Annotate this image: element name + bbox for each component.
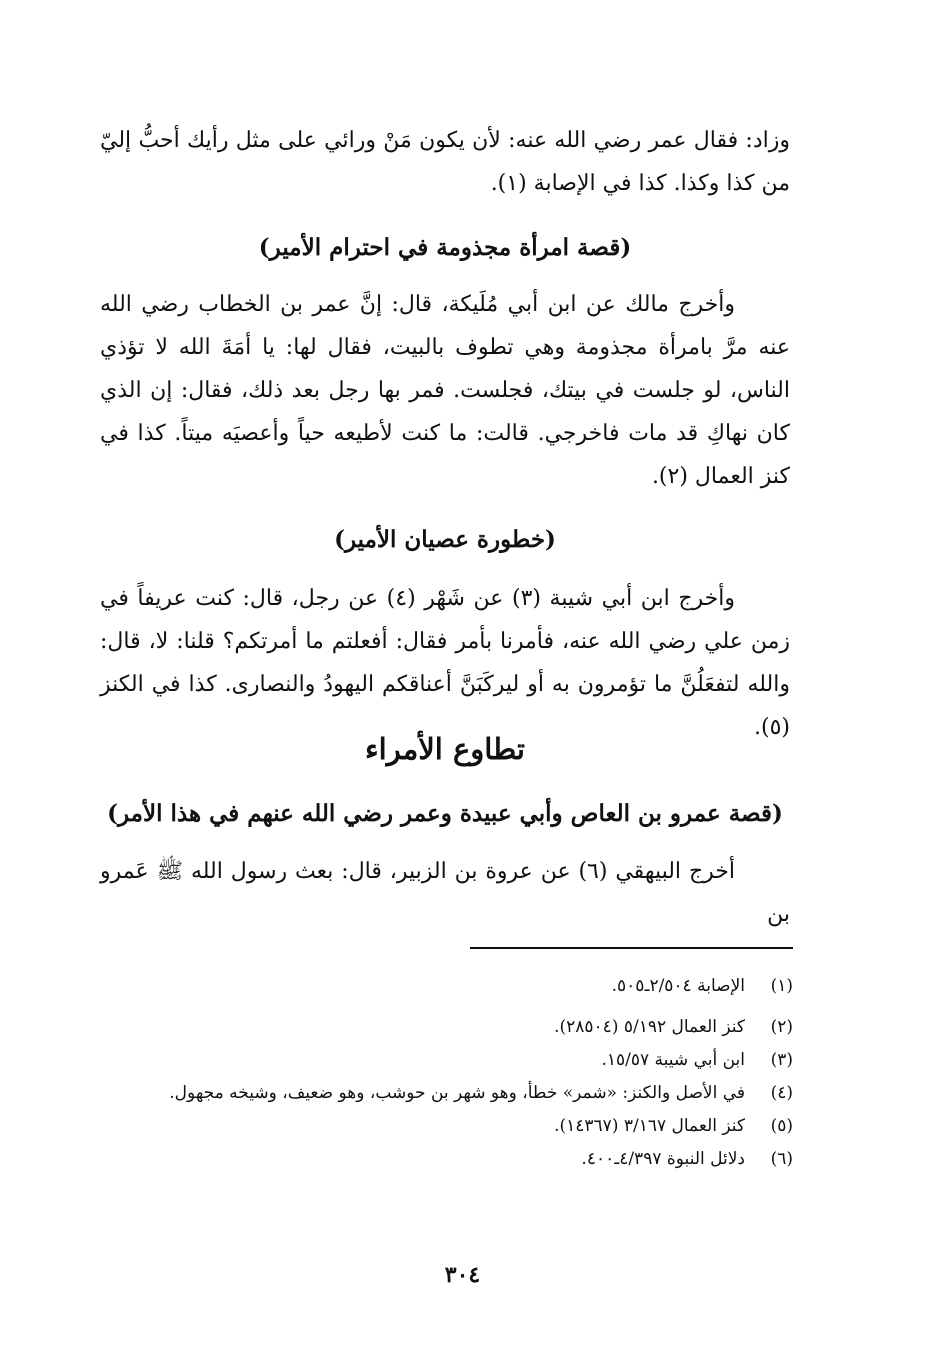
footnote-6 <box>98 1145 793 1174</box>
footnote-3 <box>98 1046 793 1075</box>
footnote-divider <box>470 947 793 949</box>
footnote-number: (١) <box>770 976 793 996</box>
footnote-5 <box>98 1112 793 1141</box>
footnotes <box>98 972 793 1178</box>
footnote-number: (٥) <box>770 1116 793 1136</box>
footnote-text: كنز العمال ٥/١٩٢ (٢٨٥٠٤). <box>554 1017 745 1037</box>
paragraph-4: أخرج البيهقي (٦) عن عروة بن الزبير، قال: بعث رسول الله ﷺ عَمرو بن <box>100 859 790 927</box>
section-heading-disobeying-amir: (خطورة عصيان الأمير) <box>334 526 556 553</box>
footnote-number: (٣) <box>770 1050 793 1070</box>
footnote-2 <box>98 1013 793 1042</box>
section-heading-amr-abu-ubaida: (قصة عمرو بن العاص وأبي عبيدة وعمر رضي الله عنهم في هذا الأمر) <box>107 800 783 827</box>
footnote-4 <box>98 1079 793 1108</box>
page-number: ٣٠٤ <box>444 1262 481 1288</box>
footnote-1 <box>98 972 793 1001</box>
paragraph-1: وزاد: فقال عمر رضي الله عنه: لأن يكون مَنْ ورائي على مثل رأيك أحبُّ إليّ من كذا وكذا. كذا في الإصابة (١). <box>100 128 790 196</box>
section-heading-leper-woman: (قصة امرأة مجذومة في احترام الأمير) <box>258 234 632 261</box>
footnote-text: كنز العمال ٣/١٦٧ (١٤٣٦٧). <box>554 1116 745 1136</box>
chapter-title: تطاوع الأمراء <box>365 732 525 766</box>
paragraph-3: وأخرج ابن أبي شيبة (٣) عن شَهْر (٤) عن رجل، قال: كنت عريفاً في زمن علي رضي الله عنه، فأمرنا بأمر فقال: أفعلتم ما أمرتكم؟ قلنا: لا، قال: والله لتفعَلُنَّ ما تؤمرون به أو ليركَبَنَّ أعناقكم اليهودُ والنصارى. كذا في الكنز (٥). <box>100 586 790 740</box>
footnote-number: (٢) <box>770 1017 793 1037</box>
footnote-number: (٦) <box>770 1149 793 1169</box>
paragraph-2: وأخرج مالك عن ابن أبي مُلَيكة، قال: إنَّ عمر بن الخطاب رضي الله عنه مرَّ بامرأة مجذومة وهي تطوف بالبيت، فقال لها: يا أمَةَ الله لا تؤذي الناس، لو جلست في بيتك، فجلست. فمر بها رجل بعد ذلك، فقال: إن الذي كان نهاكِ قد مات فاخرجي. قالت: ما كنت لأطيعه حياً وأعصيَه ميتاً. كذا في كنز العمال (٢). <box>100 292 790 489</box>
footnote-text: الإصابة ٢/٥٠٤ـ٥٠٥. <box>611 976 745 996</box>
footnote-number: (٤) <box>770 1083 793 1103</box>
footnote-text: ابن أبي شيبة ١٥/٥٧. <box>601 1050 745 1070</box>
footnote-text: دلائل النبوة ٤/٣٩٧ـ٤٠٠. <box>581 1149 745 1169</box>
footnote-text: في الأصل والكنز: «شمر» خطأ، وهو شهر بن حوشب، وهو ضعيف، وشيخه مجهول. <box>169 1083 745 1103</box>
